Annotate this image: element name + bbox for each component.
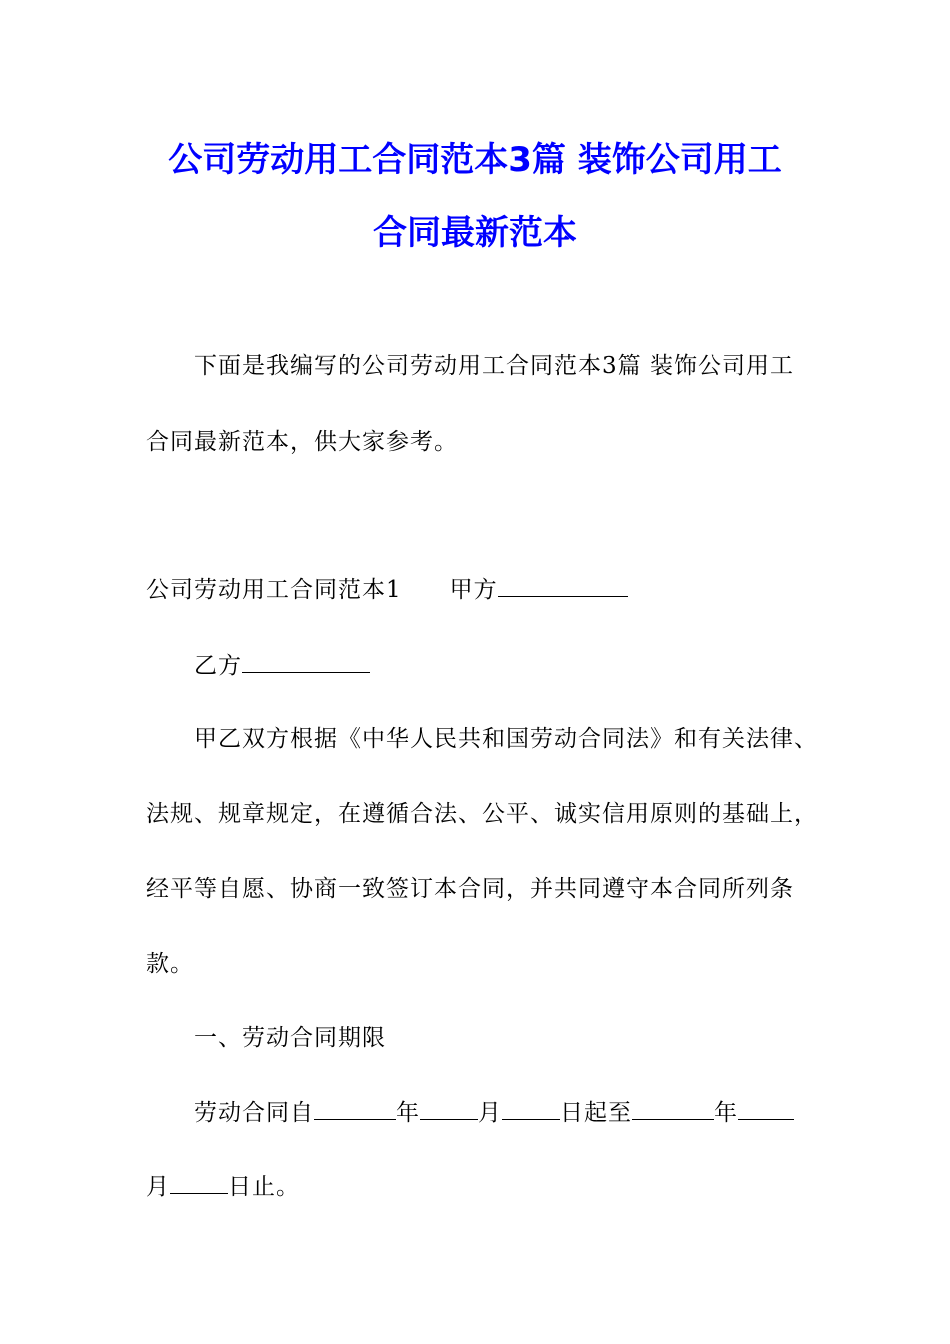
party-b-row xyxy=(194,647,370,680)
term-year-label: 年 xyxy=(396,1100,420,1126)
term-end-label: 日止。 xyxy=(228,1174,300,1200)
term-prefix: 劳动合同自 xyxy=(194,1100,314,1126)
party-b-blank xyxy=(242,652,370,673)
intro-line-2: 合同最新范本，供大家参考。 xyxy=(146,429,458,455)
start-month-blank xyxy=(420,1099,478,1120)
end-day-blank xyxy=(170,1173,228,1194)
party-a-blank xyxy=(498,576,628,597)
contract-heading: 公司劳动用工合同范本1 xyxy=(146,577,402,603)
term-month-label: 月 xyxy=(478,1100,502,1126)
paragraph-1-line-4: 款。 xyxy=(146,951,194,977)
contract-term-row xyxy=(194,1094,794,1127)
paragraph-1-line-1: 甲乙双方根据《中华人民共和国劳动合同法》和有关法律、 xyxy=(194,726,818,752)
term-month2-label: 月 xyxy=(146,1174,170,1200)
document-title-line-2: 合同最新范本 xyxy=(373,213,577,253)
start-day-blank xyxy=(502,1099,560,1120)
term-year2-label: 年 xyxy=(714,1100,738,1126)
section-1-heading: 一、劳动合同期限 xyxy=(194,1025,386,1051)
term-day-to-label: 日起至 xyxy=(560,1100,632,1126)
start-year-blank xyxy=(314,1099,396,1120)
contract-heading-row xyxy=(146,571,628,604)
intro-line-1: 下面是我编写的公司劳动用工合同范本3篇 装饰公司用工 xyxy=(194,353,794,379)
party-b-label: 乙方 xyxy=(194,653,242,679)
paragraph-1-line-3: 经平等自愿、协商一致签订本合同，并共同遵守本合同所列条 xyxy=(146,876,794,902)
contract-term-row-2 xyxy=(146,1168,300,1201)
party-a-label: 甲方 xyxy=(449,577,498,603)
end-year-blank xyxy=(632,1099,714,1120)
end-month-blank-partial xyxy=(738,1099,794,1120)
document-title-line-1: 公司劳动用工合同范本3篇 装饰公司用工 xyxy=(168,140,782,180)
paragraph-1-line-2: 法规、规章规定，在遵循合法、公平、诚实信用原则的基础上， xyxy=(146,801,818,827)
